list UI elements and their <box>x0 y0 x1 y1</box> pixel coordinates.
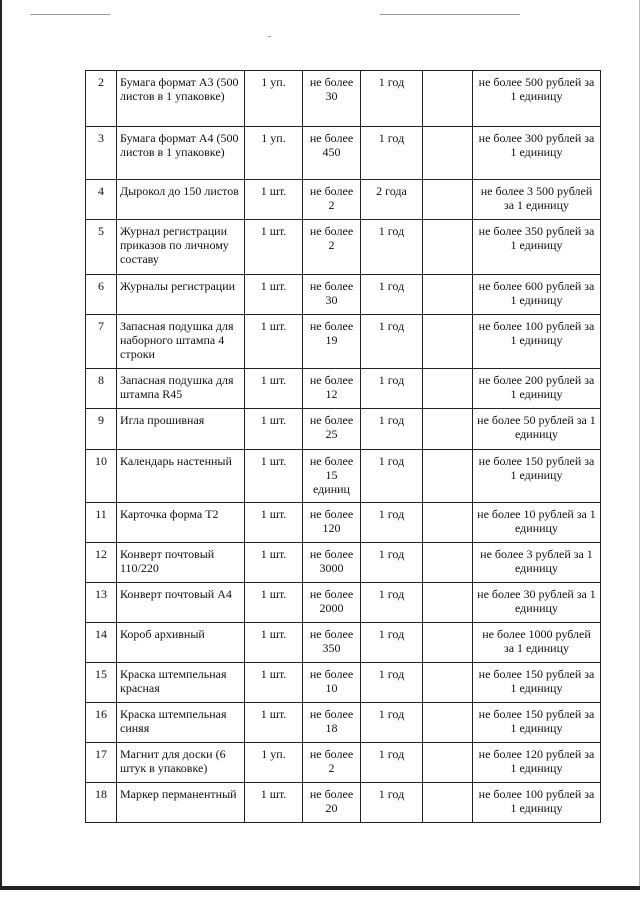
empty-cell <box>423 663 473 703</box>
quantity-cell: не более 15 единиц <box>303 450 361 503</box>
row-number: 7 <box>86 315 117 369</box>
item-name: Дырокол до 150 листов <box>117 180 245 220</box>
row-number: 8 <box>86 369 117 409</box>
empty-cell <box>423 450 473 503</box>
table-row <box>86 180 601 220</box>
price-cell: не более 350 рублей за 1 единицу <box>473 220 601 275</box>
price-cell: не более 150 рублей за 1 единицу <box>473 663 601 703</box>
scan-mark <box>380 14 520 15</box>
item-name: Карточка форма Т2 <box>117 503 245 543</box>
quantity-cell: не более 30 <box>303 71 361 127</box>
item-name: Запасная подушка для штампа R45 <box>117 369 245 409</box>
item-name: Журнал регистрации приказов по личному составу <box>117 220 245 275</box>
table-row <box>86 127 601 180</box>
table-row <box>86 703 601 743</box>
empty-cell <box>423 127 473 180</box>
unit-cell: 1 шт. <box>245 275 303 315</box>
unit-cell: 1 шт. <box>245 623 303 663</box>
quantity-cell: не более 2000 <box>303 583 361 623</box>
row-number: 2 <box>86 71 117 127</box>
row-number: 10 <box>86 450 117 503</box>
price-cell: не более 100 рублей за 1 единицу <box>473 315 601 369</box>
price-cell: не более 1000 рублей за 1 единицу <box>473 623 601 663</box>
term-cell: 1 год <box>361 743 423 783</box>
empty-cell <box>423 503 473 543</box>
supplies-table <box>85 70 601 823</box>
table-row <box>86 220 601 275</box>
quantity-cell: не более 20 <box>303 783 361 823</box>
row-number: 4 <box>86 180 117 220</box>
unit-cell: 1 шт. <box>245 663 303 703</box>
unit-cell: 1 шт. <box>245 703 303 743</box>
empty-cell <box>423 543 473 583</box>
term-cell: 1 год <box>361 783 423 823</box>
empty-cell <box>423 369 473 409</box>
empty-cell <box>423 275 473 315</box>
term-cell: 1 год <box>361 503 423 543</box>
term-cell: 1 год <box>361 663 423 703</box>
price-cell: не более 100 рублей за 1 единицу <box>473 783 601 823</box>
row-number: 11 <box>86 503 117 543</box>
item-name: Конверт почтовый 110/220 <box>117 543 245 583</box>
unit-cell: 1 шт. <box>245 503 303 543</box>
unit-cell: 1 шт. <box>245 543 303 583</box>
term-cell: 1 год <box>361 409 423 450</box>
unit-cell: 1 шт. <box>245 783 303 823</box>
empty-cell <box>423 180 473 220</box>
table-row <box>86 783 601 823</box>
item-name: Маркер перманентный <box>117 783 245 823</box>
page-left-border <box>0 0 2 890</box>
row-number: 3 <box>86 127 117 180</box>
unit-cell: 1 шт. <box>245 583 303 623</box>
price-cell: не более 30 рублей за 1 единицу <box>473 583 601 623</box>
quantity-cell: не более 450 <box>303 127 361 180</box>
price-cell: не более 150 рублей за 1 единицу <box>473 703 601 743</box>
scan-mark <box>30 14 110 15</box>
quantity-cell: не более 2 <box>303 743 361 783</box>
item-name: Игла прошивная <box>117 409 245 450</box>
table-row <box>86 503 601 543</box>
quantity-cell: не более 12 <box>303 369 361 409</box>
table-row <box>86 623 601 663</box>
empty-cell <box>423 409 473 450</box>
empty-cell <box>423 220 473 275</box>
quantity-cell: не более 30 <box>303 275 361 315</box>
table-row <box>86 743 601 783</box>
row-number: 6 <box>86 275 117 315</box>
row-number: 12 <box>86 543 117 583</box>
unit-cell: 1 шт. <box>245 315 303 369</box>
price-cell: не более 600 рублей за 1 единицу <box>473 275 601 315</box>
row-number: 16 <box>86 703 117 743</box>
item-name: Краска штемпельная синяя <box>117 703 245 743</box>
quantity-cell: не более 25 <box>303 409 361 450</box>
unit-cell: 1 уп. <box>245 127 303 180</box>
term-cell: 1 год <box>361 127 423 180</box>
unit-cell: 1 шт. <box>245 220 303 275</box>
empty-cell <box>423 623 473 663</box>
term-cell: 1 год <box>361 450 423 503</box>
table-row <box>86 369 601 409</box>
quantity-cell: не более 2 <box>303 180 361 220</box>
table-row <box>86 663 601 703</box>
table-row <box>86 583 601 623</box>
table-row <box>86 450 601 503</box>
term-cell: 1 год <box>361 623 423 663</box>
term-cell: 1 год <box>361 543 423 583</box>
row-number: 13 <box>86 583 117 623</box>
row-number: 17 <box>86 743 117 783</box>
table-row <box>86 71 601 127</box>
quantity-cell: не более 350 <box>303 623 361 663</box>
item-name: Краска штемпельная красная <box>117 663 245 703</box>
page-bottom-border <box>0 886 640 890</box>
empty-cell <box>423 743 473 783</box>
unit-cell: 1 уп. <box>245 71 303 127</box>
row-number: 9 <box>86 409 117 450</box>
price-cell: не более 150 рублей за 1 единицу <box>473 450 601 503</box>
term-cell: 1 год <box>361 220 423 275</box>
item-name: Бумага формат А4 (500 листов в 1 упаковке) <box>117 127 245 180</box>
term-cell: 1 год <box>361 315 423 369</box>
term-cell: 1 год <box>361 71 423 127</box>
price-cell: не более 3 500 рублей за 1 единицу <box>473 180 601 220</box>
price-cell: не более 120 рублей за 1 единицу <box>473 743 601 783</box>
price-cell: не более 300 рублей за 1 единицу <box>473 127 601 180</box>
empty-cell <box>423 71 473 127</box>
item-name: Календарь настенный <box>117 450 245 503</box>
term-cell: 1 год <box>361 583 423 623</box>
unit-cell: 1 шт. <box>245 369 303 409</box>
quantity-cell: не более 120 <box>303 503 361 543</box>
unit-cell: 1 шт. <box>245 450 303 503</box>
price-cell: не более 10 рублей за 1 единицу <box>473 503 601 543</box>
price-cell: не более 3 рублей за 1 единицу <box>473 543 601 583</box>
table-row <box>86 315 601 369</box>
quantity-cell: не более 10 <box>303 663 361 703</box>
item-name: Журналы регистрации <box>117 275 245 315</box>
term-cell: 1 год <box>361 703 423 743</box>
item-name: Запасная подушка для наборного штампа 4 строки <box>117 315 245 369</box>
quantity-cell: не более 18 <box>303 703 361 743</box>
term-cell: 1 год <box>361 369 423 409</box>
term-cell: 1 год <box>361 275 423 315</box>
row-number: 5 <box>86 220 117 275</box>
empty-cell <box>423 315 473 369</box>
quantity-cell: не более 3000 <box>303 543 361 583</box>
table-row <box>86 543 601 583</box>
row-number: 18 <box>86 783 117 823</box>
empty-cell <box>423 583 473 623</box>
item-name: Короб архивный <box>117 623 245 663</box>
unit-cell: 1 шт. <box>245 409 303 450</box>
table-row <box>86 409 601 450</box>
unit-cell: 1 уп. <box>245 743 303 783</box>
row-number: 15 <box>86 663 117 703</box>
scan-mark <box>268 36 271 37</box>
quantity-cell: не более 19 <box>303 315 361 369</box>
price-cell: не более 200 рублей за 1 единицу <box>473 369 601 409</box>
price-cell: не более 50 рублей за 1 единицу <box>473 409 601 450</box>
row-number: 14 <box>86 623 117 663</box>
item-name: Магнит для доски (6 штук в упаковке) <box>117 743 245 783</box>
quantity-cell: не более 2 <box>303 220 361 275</box>
term-cell: 2 года <box>361 180 423 220</box>
empty-cell <box>423 703 473 743</box>
item-name: Бумага формат А3 (500 листов в 1 упаковке) <box>117 71 245 127</box>
price-cell: не более 500 рублей за 1 единицу <box>473 71 601 127</box>
item-name: Конверт почтовый А4 <box>117 583 245 623</box>
empty-cell <box>423 783 473 823</box>
table-row <box>86 275 601 315</box>
unit-cell: 1 шт. <box>245 180 303 220</box>
